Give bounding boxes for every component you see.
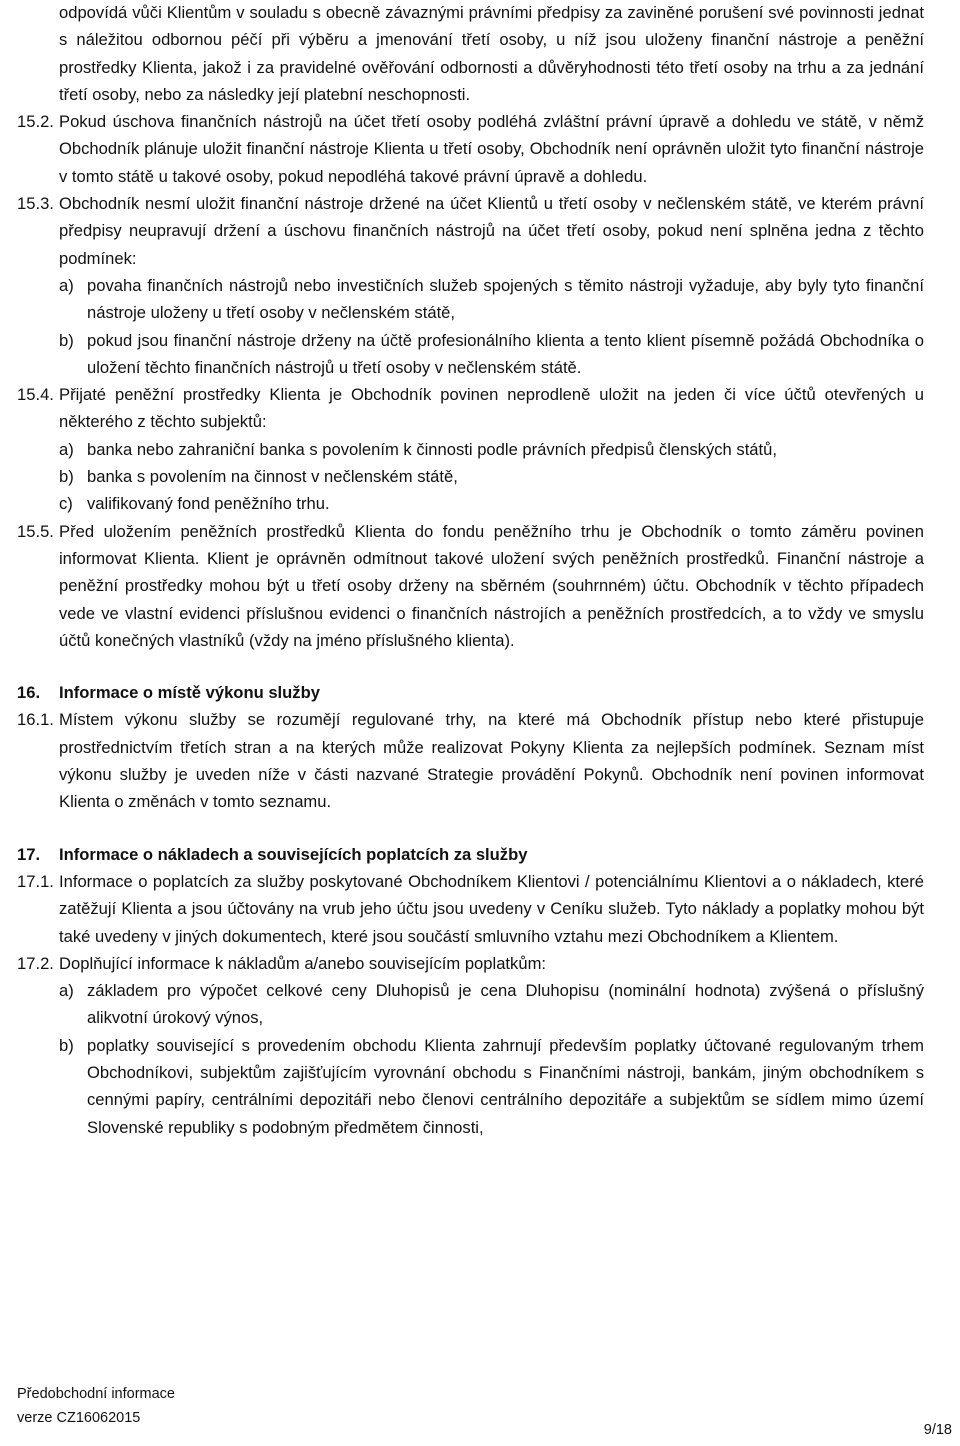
clause-text: Před uložením peněžních prostředků Klienta do fondu peněžního trhu je Obchodník o tomto záměru povinen informovat Klienta. Klient je oprávněn odmítnout takové uložení svých peněžních prostředků. Finanční nástroje a peněžní prostředky mohou být u třetí osoby drženy na sběrném (souhrnném) účtu. Obchodník v těchto případech vede ve vlastní evidenci příslušnou evidenci o finančních nástrojích a peněžních prostředcích, a to vždy ve smyslu účtů konečných vlastníků (vždy na jméno příslušného klienta).: [59, 521, 924, 650]
clause-number: 15.2.: [17, 112, 54, 132]
clause-15-2: [17, 108, 924, 190]
clause-number: 15.4.: [17, 385, 54, 405]
clause-text: Pokud úschova finančních nástrojů na účet třetí osoby podléhá zvláštní právní úpravě a dohledu ve státě, v němž Obchodník plánuje uložit finanční nástroje Klienta u třetí osoby, Obchodník není oprávněn uložit tyto finanční nástroje v tomto státě u takové osoby, pokud nepodléhá takové právní úpravě a dohledu.: [59, 112, 924, 186]
list-item-label: b): [59, 330, 74, 350]
clause-number: 17.2.: [17, 953, 54, 973]
paragraph-continuation: odpovídá vůči Klientům v souladu s obecně závaznými právními předpisy za zaviněné porušení své povinnosti jednat s náležitou odbornou péčí při výběru a jmenování třetí osoby, u níž jsou uloženy finanční nástroje a peněžní prostředky Klienta, jakož i za pravidelné ověřování odbornosti a důvěryhodnosti této třetí osoby na trhu a za jednání třetí osoby, nebo za následky její platební neschopnosti.: [59, 3, 924, 104]
clause-17-1: [17, 868, 924, 950]
clause-text: Doplňující informace k nákladům a/anebo souvisejícím poplatkům:: [59, 953, 546, 973]
list-item-label: b): [59, 467, 74, 487]
clause-text: Místem výkonu služby se rozumějí regulované trhy, na které má Obchodník přístup nebo které přistupuje prostřednictvím třetích stran a na kterých může realizovat Pokyny Klienta za nejlepších podmínek. Seznam míst výkonu služby je uveden níže v části nazvané Strategie provádění Pokynů. Obchodník není povinen informovat Klienta o změnách v tomto seznamu.: [59, 710, 924, 812]
clause-text: Obchodník nesmí uložit finanční nástroje držené na účet Klientů u třetí osoby v nečlenském státě, ve kterém právní předpisy neupravují držení a úschovu finančních nástrojů na účet třetí osoby, pokud není splněna jedna z těchto podmínek:: [59, 194, 924, 268]
list-item-label: a): [59, 439, 74, 459]
clause-17-2: [17, 950, 924, 977]
list-item-label: a): [59, 981, 74, 1001]
page-number: 9/18: [923, 1422, 952, 1438]
list-item-text: banka nebo zahraniční banka s povolením k činnosti podle právních předpisů členských států,: [87, 439, 777, 459]
clause-text: Informace o poplatcích za služby poskytované Obchodníkem Klientovi / potenciálnímu Klientovi a o nákladech, které zatěžují Klienta a jsou účtovány na vrub jeho účtu jsou uvedeny v Ceníku služeb. Tyto náklady a poplatky mohou být také uvedeny v jiných dokumentech, které jsou součástí smluvního vztahu mezi Obchodníkem a Klientem.: [59, 871, 924, 946]
list-item-text: povaha finančních nástrojů nebo investičních služeb spojených s těmito nástroji vyžaduje, aby byly tyto finanční nástroje uloženy u třetí osoby v nečlenském státě,: [87, 275, 924, 323]
list-item-text: banka s povolením na činnost v nečlenském státě,: [87, 467, 458, 487]
clause-number: 16.1.: [17, 710, 54, 730]
footer-version: verze CZ16062015: [17, 1410, 141, 1426]
document-body: [17, 0, 924, 1141]
list-item: [17, 977, 924, 1032]
footer-document-title: Předobchodní informace: [17, 1386, 175, 1402]
clause-15-4: [17, 381, 924, 436]
list-item-text: základem pro výpočet celkové ceny Dluhopisů je cena Dluhopisu (nominální hodnota) zvýšená o příslušný alikvotní úrokový výnos,: [87, 981, 924, 1028]
section-number: 16.: [17, 683, 41, 703]
section-heading-17: [17, 841, 924, 868]
list-item-text: poplatky související s provedením obchodu Klienta zahrnují především poplatky účtované regulovaným trhem Obchodníkovi, subjektům zajišťujícím vyrovnání obchodu s Finančními nástroji, bankám, jiným obchodníkem s cennými papíry, centrálními depozitáři nebo členovi centrálního depozitáře a subjektům se sídlem mimo území Slovenské republiky s podobným předmětem činnosti,: [87, 1035, 924, 1137]
clause-15-3: [17, 190, 924, 272]
list-item: [17, 436, 924, 463]
list-item: [17, 463, 924, 490]
clause-15-5: [17, 518, 924, 654]
clause-16-1: [17, 706, 924, 815]
clause-text: Přijaté peněžní prostředky Klienta je Obchodník povinen neprodleně uložit na jeden či více účtů otevřených u některého z těchto subjektů:: [59, 385, 924, 432]
list-item: [17, 327, 924, 382]
list-item: [17, 1032, 924, 1141]
list-item-text: pokud jsou finanční nástroje drženy na účtě profesionálního klienta a tento klient písemně požádá Obchodníka o uložení těchto finančních nástrojů u třetí osoby v nečlenském státě.: [87, 330, 924, 377]
clause-number: 15.3.: [17, 194, 54, 214]
page-footer: [17, 1382, 175, 1430]
clause-number: 17.1.: [17, 871, 54, 891]
list-item: [17, 490, 924, 517]
section-number: 17.: [17, 844, 41, 864]
section-title: Informace o místě výkonu služby: [59, 683, 320, 703]
list-item-label: b): [59, 1035, 74, 1055]
section-heading-16: [17, 679, 924, 706]
clause-number: 15.5.: [17, 521, 54, 541]
section-title: Informace o nákladech a souvisejících poplatcích za služby: [59, 844, 528, 864]
list-item-text: valifikovaný fond peněžního trhu.: [87, 494, 330, 514]
list-item-label: c): [59, 494, 73, 514]
list-item: [17, 272, 924, 327]
list-item-label: a): [59, 275, 74, 295]
